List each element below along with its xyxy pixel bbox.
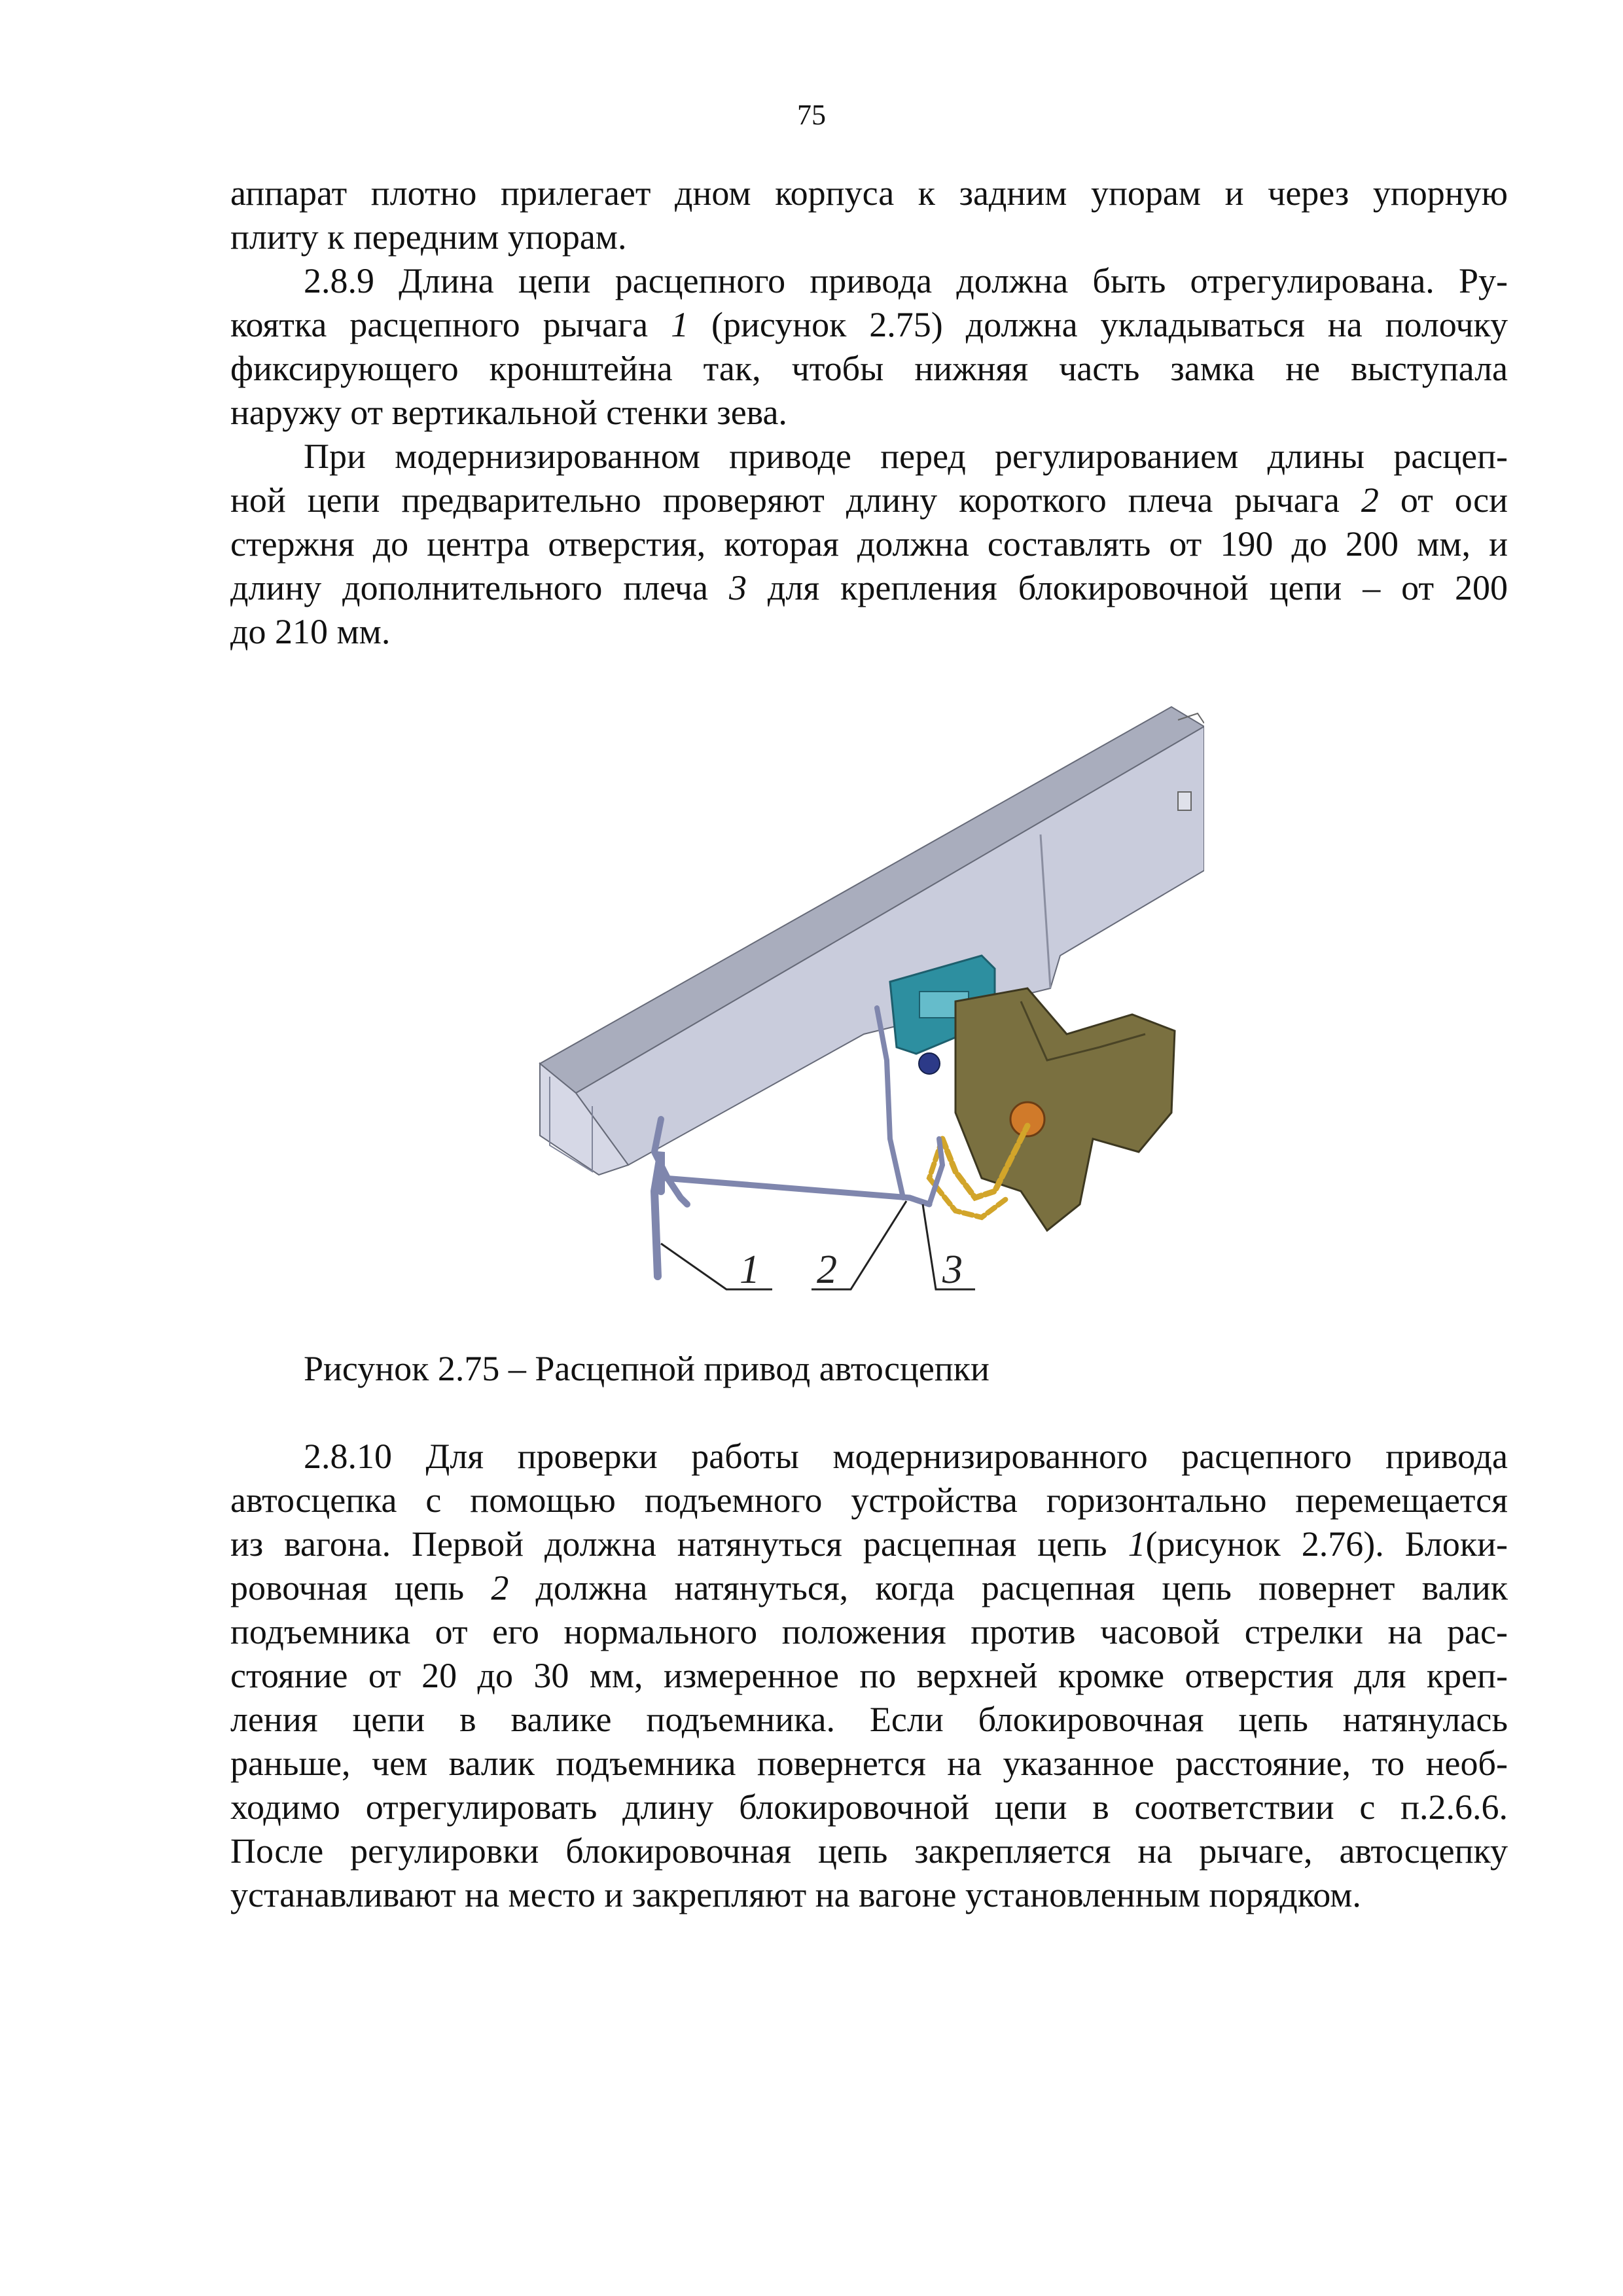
text-line — [230, 1566, 1508, 1610]
text-span: из вагона. Первой должна натянуться расцепная цепь — [230, 1524, 1128, 1564]
text-line: стержня до центра отверстия, которая должна составлять от 190 до 200 мм, и — [230, 524, 1508, 564]
text-line: автосцепка с помощью подъемного устройства горизонтально перемещается — [230, 1480, 1508, 1520]
text-line: После регулировки блокировочная цепь закрепляется на рычаге, автосцепку — [230, 1831, 1508, 1871]
page-number: 75 — [797, 99, 826, 131]
figure-label-2: 2 — [817, 1247, 837, 1292]
uncoupling-rod — [664, 1178, 929, 1204]
section-2-8-9-paragraph — [230, 259, 1508, 435]
figure-uncoupling-drive — [524, 694, 1204, 1302]
callout-number: 3 — [728, 568, 747, 607]
text-line: фиксирующего кронштейна так, чтобы нижняя часть замка не выступала — [230, 349, 1508, 388]
uncoupling-roller — [919, 1053, 940, 1074]
text-line: раньше, чем валик подъемника повернется на указанное расстояние, то необ- — [230, 1744, 1508, 1783]
section-2-8-10-paragraph — [230, 1435, 1508, 1917]
callout-number: 1 — [671, 305, 689, 344]
text-line — [230, 478, 1508, 522]
figure-label-3: 3 — [942, 1247, 963, 1292]
figure-caption: Рисунок 2.75 – Расцепной привод автосцепки — [304, 1349, 990, 1388]
intro-paragraph — [230, 171, 1508, 259]
sill-tab — [1178, 792, 1191, 810]
text-span: коятка расцепного рычага — [230, 305, 671, 344]
text-span: от оси — [1378, 480, 1508, 520]
callout-number: 1 — [1128, 1524, 1146, 1564]
callout-number: 2 — [491, 1568, 509, 1607]
modernized-drive-paragraph — [230, 435, 1508, 654]
uncoupling-lever-1 — [654, 1152, 661, 1276]
text-line: подъемника от его нормального положения против часовой стрелки на рас- — [230, 1612, 1508, 1651]
text-span: длину дополнительного плеча — [230, 568, 729, 607]
text-line: плиту к передним упорам. — [230, 217, 627, 257]
uncoupling-drive-illustration — [524, 694, 1204, 1302]
text-line: устанавливают на место и закрепляют на вагоне установленным порядком. — [230, 1875, 1361, 1914]
text-line — [230, 303, 1508, 347]
figure-label-1: 1 — [740, 1247, 760, 1292]
text-line: 2.8.9 Длина цепи расцепного привода должна быть отрегулирована. Ру- — [304, 261, 1508, 300]
text-span: (рисунок 2.75) должна укладываться на полочку — [688, 305, 1508, 344]
text-span: ровочная цепь — [230, 1568, 491, 1607]
text-line: аппарат плотно прилегает дном корпуса к задним упорам и через упорную — [230, 173, 1508, 213]
text-line: При модернизированном приводе перед регулированием длины расцеп- — [304, 437, 1508, 476]
text-line — [230, 1522, 1508, 1566]
text-span: (рисунок 2.76). Блоки- — [1145, 1524, 1508, 1564]
text-line: стояние от 20 до 30 мм, измеренное по верхней кромке отверстия для креп- — [230, 1656, 1508, 1695]
text-line: 2.8.10 Для проверки работы модернизированного расцепного привода — [304, 1437, 1508, 1476]
text-line: ходимо отрегулировать длину блокировочной цепи в соответствии с п.2.6.6. — [230, 1787, 1508, 1827]
text-line — [230, 566, 1508, 610]
text-span: ной цепи предварительно проверяют длину короткого плеча рычага — [230, 480, 1361, 520]
text-span: должна натянуться, когда расцепная цепь повернет валик — [508, 1568, 1508, 1607]
text-line: до 210 мм. — [230, 612, 391, 651]
text-line: наружу от вертикальной стенки зева. — [230, 393, 787, 432]
callout-number: 2 — [1361, 480, 1379, 520]
text-span: для крепления блокировочной цепи – от 200 — [746, 568, 1508, 607]
text-line: ления цепи в валике подъемника. Если блокировочная цепь натянулась — [230, 1700, 1508, 1739]
